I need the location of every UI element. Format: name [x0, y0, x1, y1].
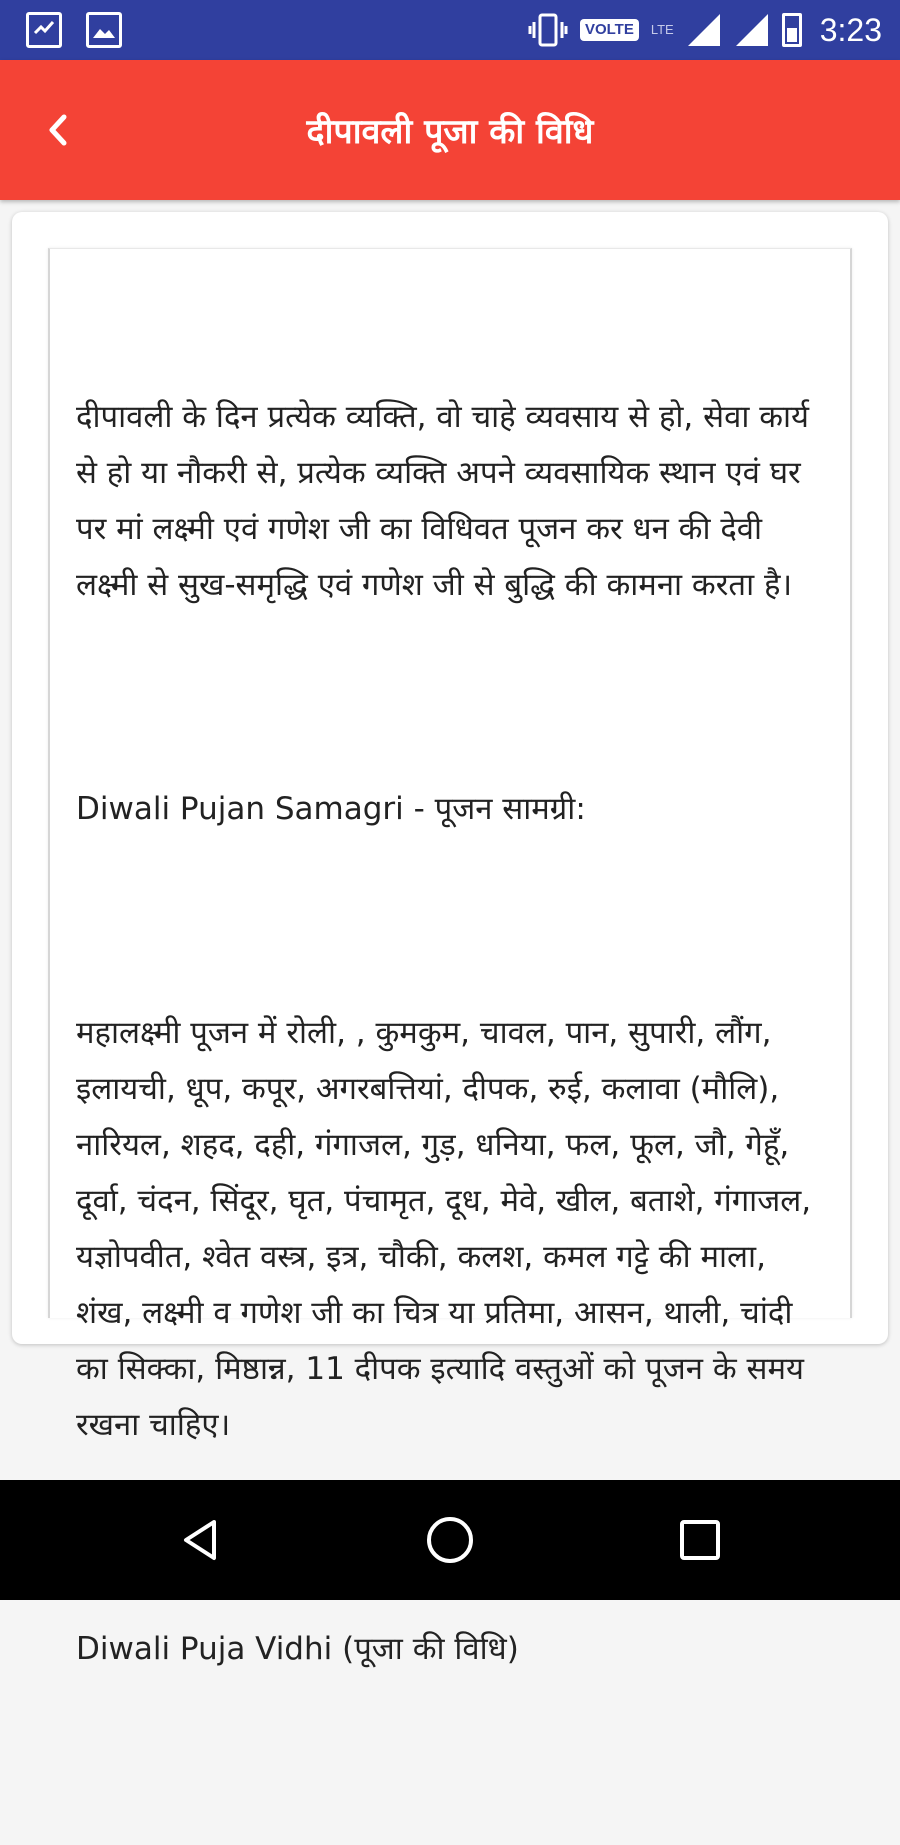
- navigation-bar: [0, 1480, 900, 1600]
- volte-icon: VOLTE: [580, 19, 639, 41]
- nav-home-icon: [424, 1514, 476, 1566]
- vidhi-heading: Diwali Puja Vidhi (पूजा की विधि): [76, 1631, 519, 1667]
- image-notification-icon: [86, 12, 122, 48]
- clock: 3:23: [819, 11, 882, 48]
- nav-home-button[interactable]: [420, 1510, 480, 1570]
- calendar-notification-icon: [26, 12, 62, 48]
- notification-icons: [26, 12, 122, 48]
- signal-icon: [734, 12, 770, 48]
- lte-icon: LTE: [650, 22, 674, 37]
- chevron-left-icon: [45, 113, 71, 147]
- intro-paragraph: दीपावली के दिन प्रत्येक व्यक्ति, वो चाहे व्यवसाय से हो, सेवा कार्य से हो या नौकरी से, प्रत्येक व्यक्ति अपने व्यवसायिक स्थान एवं घर पर मां लक्ष्मी एवं गणेश जी का विधिवत पूजन कर धन की देवी लक्ष्मी से सुख-समृद्धि एवं गणेश जी से बुद्धि की कामना करता है।: [76, 399, 819, 603]
- nav-back-icon: [176, 1516, 224, 1564]
- system-icons: [528, 10, 882, 50]
- app-bar: [0, 60, 900, 200]
- content-card: [12, 212, 888, 1667]
- article-text: [76, 277, 832, 1845]
- status-bar: [0, 0, 900, 60]
- article-card[interactable]: [48, 248, 852, 1667]
- samagri-paragraph: महालक्ष्मी पूजन में रोली, , कुमकुम, चावल, पान, सुपारी, लौंग, इलायची, धूप, कपूर, अगरबत्तियां, दीपक, रुई, कलावा (मौलि), नारियल, शहद, दही, गंगाजल, गुड़, धनिया, फल, फूल, जौ, गेहूँ, दूर्वा, चंदन, सिंदूर, घृत, पंचामृत, दूध, मेवे, खील, बताशे, गंगाजल, यज्ञोपवीत, श्वेत वस्त्र, इत्र, चौकी, कलश, कमल गट्टे की माला, शंख, लक्ष्मी व गणेश जी का चित्र या प्रतिमा, आसन, थाली, चांदी का सिक्का, मिष्ठान्न, 11 दीपक इत्यादि वस्तुओं को पूजन के समय रखना चाहिए।: [76, 1015, 821, 1443]
- back-button[interactable]: [28, 100, 88, 160]
- signal-icon: [686, 12, 722, 48]
- samagri-heading: Diwali Pujan Samagri - पूजन सामग्री:: [76, 791, 586, 827]
- nav-recents-button[interactable]: [670, 1510, 730, 1570]
- battery-icon: [782, 13, 802, 47]
- nav-recents-icon: [677, 1517, 723, 1563]
- page-title: दीपावली पूजा की विधि: [306, 112, 594, 152]
- vibrate-icon: [528, 12, 568, 48]
- nav-back-button[interactable]: [170, 1510, 230, 1570]
